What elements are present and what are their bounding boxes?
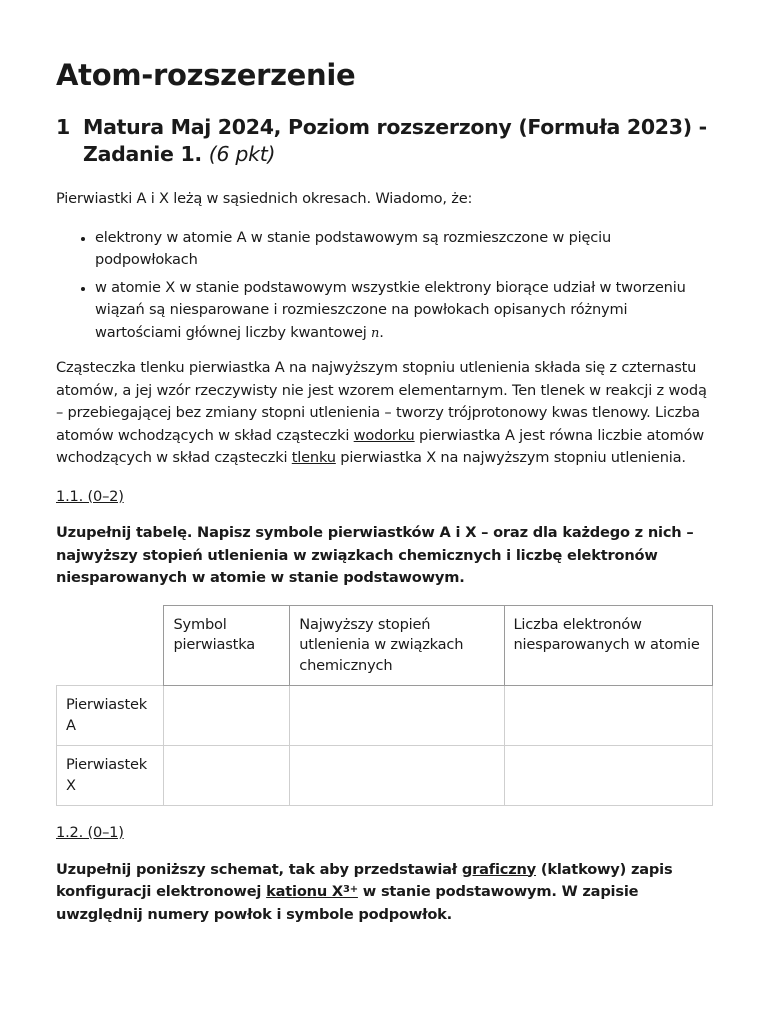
- subtask-label[interactable]: 1.1. (0–2): [56, 487, 124, 505]
- answer-cell[interactable]: [290, 746, 504, 806]
- row-label: Pierwiastek A: [57, 686, 164, 746]
- answer-cell[interactable]: [504, 746, 713, 806]
- row-label: Pierwiastek X: [57, 746, 164, 806]
- table-header-cell: Liczba elektronów niesparowanych w atomie: [504, 605, 713, 686]
- answer-cell[interactable]: [290, 686, 504, 746]
- link-wodorku[interactable]: wodorku: [353, 426, 415, 444]
- instruction-text: (klatkowy) zapis konfiguracji elektronowej: [56, 860, 673, 900]
- list-item: • w atomie X w stanie podstawowym wszystkie elektrony biorące udział w tworzeniu wiązań są niesparowane i rozmieszczone na powłokach opisanych różnymi wartościami głównej liczby kwantowej n.: [95, 277, 712, 346]
- list-item: [95, 227, 712, 272]
- link-graficzny[interactable]: graficzny: [461, 860, 536, 878]
- description-paragraph: [56, 357, 712, 470]
- section-title: Matura Maj 2024, Poziom rozszerzony (Formuła 2023) - Zadanie 1.: [83, 115, 707, 166]
- table-row: [57, 746, 713, 806]
- table-corner-cell: [57, 605, 164, 686]
- table-header-cell: Symbol pierwiastka: [164, 605, 290, 686]
- charge-superscript: 3+: [342, 884, 358, 895]
- intro-text: Pierwiastki A i X leżą w sąsiednich okresach. Wiadomo, że:: [56, 190, 473, 207]
- answer-cell[interactable]: [164, 746, 290, 806]
- answer-cell[interactable]: [504, 686, 713, 746]
- instruction-text: Uzupełnij poniższy schemat, tak aby przedstawiał: [56, 860, 462, 878]
- paragraph-text: Cząsteczka tlenku pierwiastka A na najwyższym stopniu utlenienia składa się z czternastu atomów, a jej wzór rzeczywisty nie jest wzorem elementarnym. Ten tlenek w reakcji z wodą – przebiegającej bez zmiany stopni utlenienia – tworzy trójprotonowy kwas tlenowy. Liczba atomów wchodzących w skład cząsteczki: [56, 359, 707, 444]
- instruction-text: w stanie podstawowym. W zapisie uwzględnij numery powłok i symbole podpowłok.: [56, 883, 639, 923]
- answer-table: [56, 605, 713, 807]
- section-points: (6 pkt): [208, 142, 276, 166]
- list-item-text: w atomie X w stanie podstawowym wszystkie elektrony biorące udział w tworzeniu wiązań są niesparowane i rozmieszczone na powłokach opisanych różnymi wartościami głównej liczby kwantowej: [95, 278, 686, 341]
- task-instruction: Uzupełnij tabelę. Napisz symbole pierwiastków A i X – oraz dla każdego z nich – najwyższy stopień utlenienia w związkach chemicznych i liczbę elektronów niesparowanych w atomie w stanie podstawowym.: [56, 524, 694, 586]
- section-heading: [56, 114, 712, 168]
- conditions-list: [56, 227, 712, 346]
- table-row: [57, 686, 713, 746]
- link-text: kationu X: [266, 883, 343, 900]
- math-symbol: n: [371, 325, 380, 341]
- task-instruction: [56, 859, 712, 927]
- link-kationu[interactable]: [266, 883, 358, 900]
- table-header-cell: Najwyższy stopień utlenienia w związkach chemicznych: [290, 605, 504, 686]
- section-number: 1: [56, 115, 70, 139]
- table-header-row: [57, 605, 713, 686]
- subtask-label[interactable]: 1.2. (0–1): [56, 824, 124, 841]
- page-title: Atom-rozszerzenie: [56, 58, 356, 92]
- link-tlenku[interactable]: tlenku: [291, 449, 336, 466]
- paragraph-text: pierwiastka A jest równa liczbie atomów wchodzących w skład cząsteczki: [56, 426, 704, 466]
- list-item-text: elektrony w atomie A w stanie podstawowym są rozmieszczone w pięciu podpowłokach: [95, 228, 612, 268]
- section-heading-text: [83, 114, 712, 168]
- answer-cell[interactable]: [164, 686, 290, 746]
- paragraph-text: pierwiastka X na najwyższym stopniu utlenienia.: [335, 449, 686, 466]
